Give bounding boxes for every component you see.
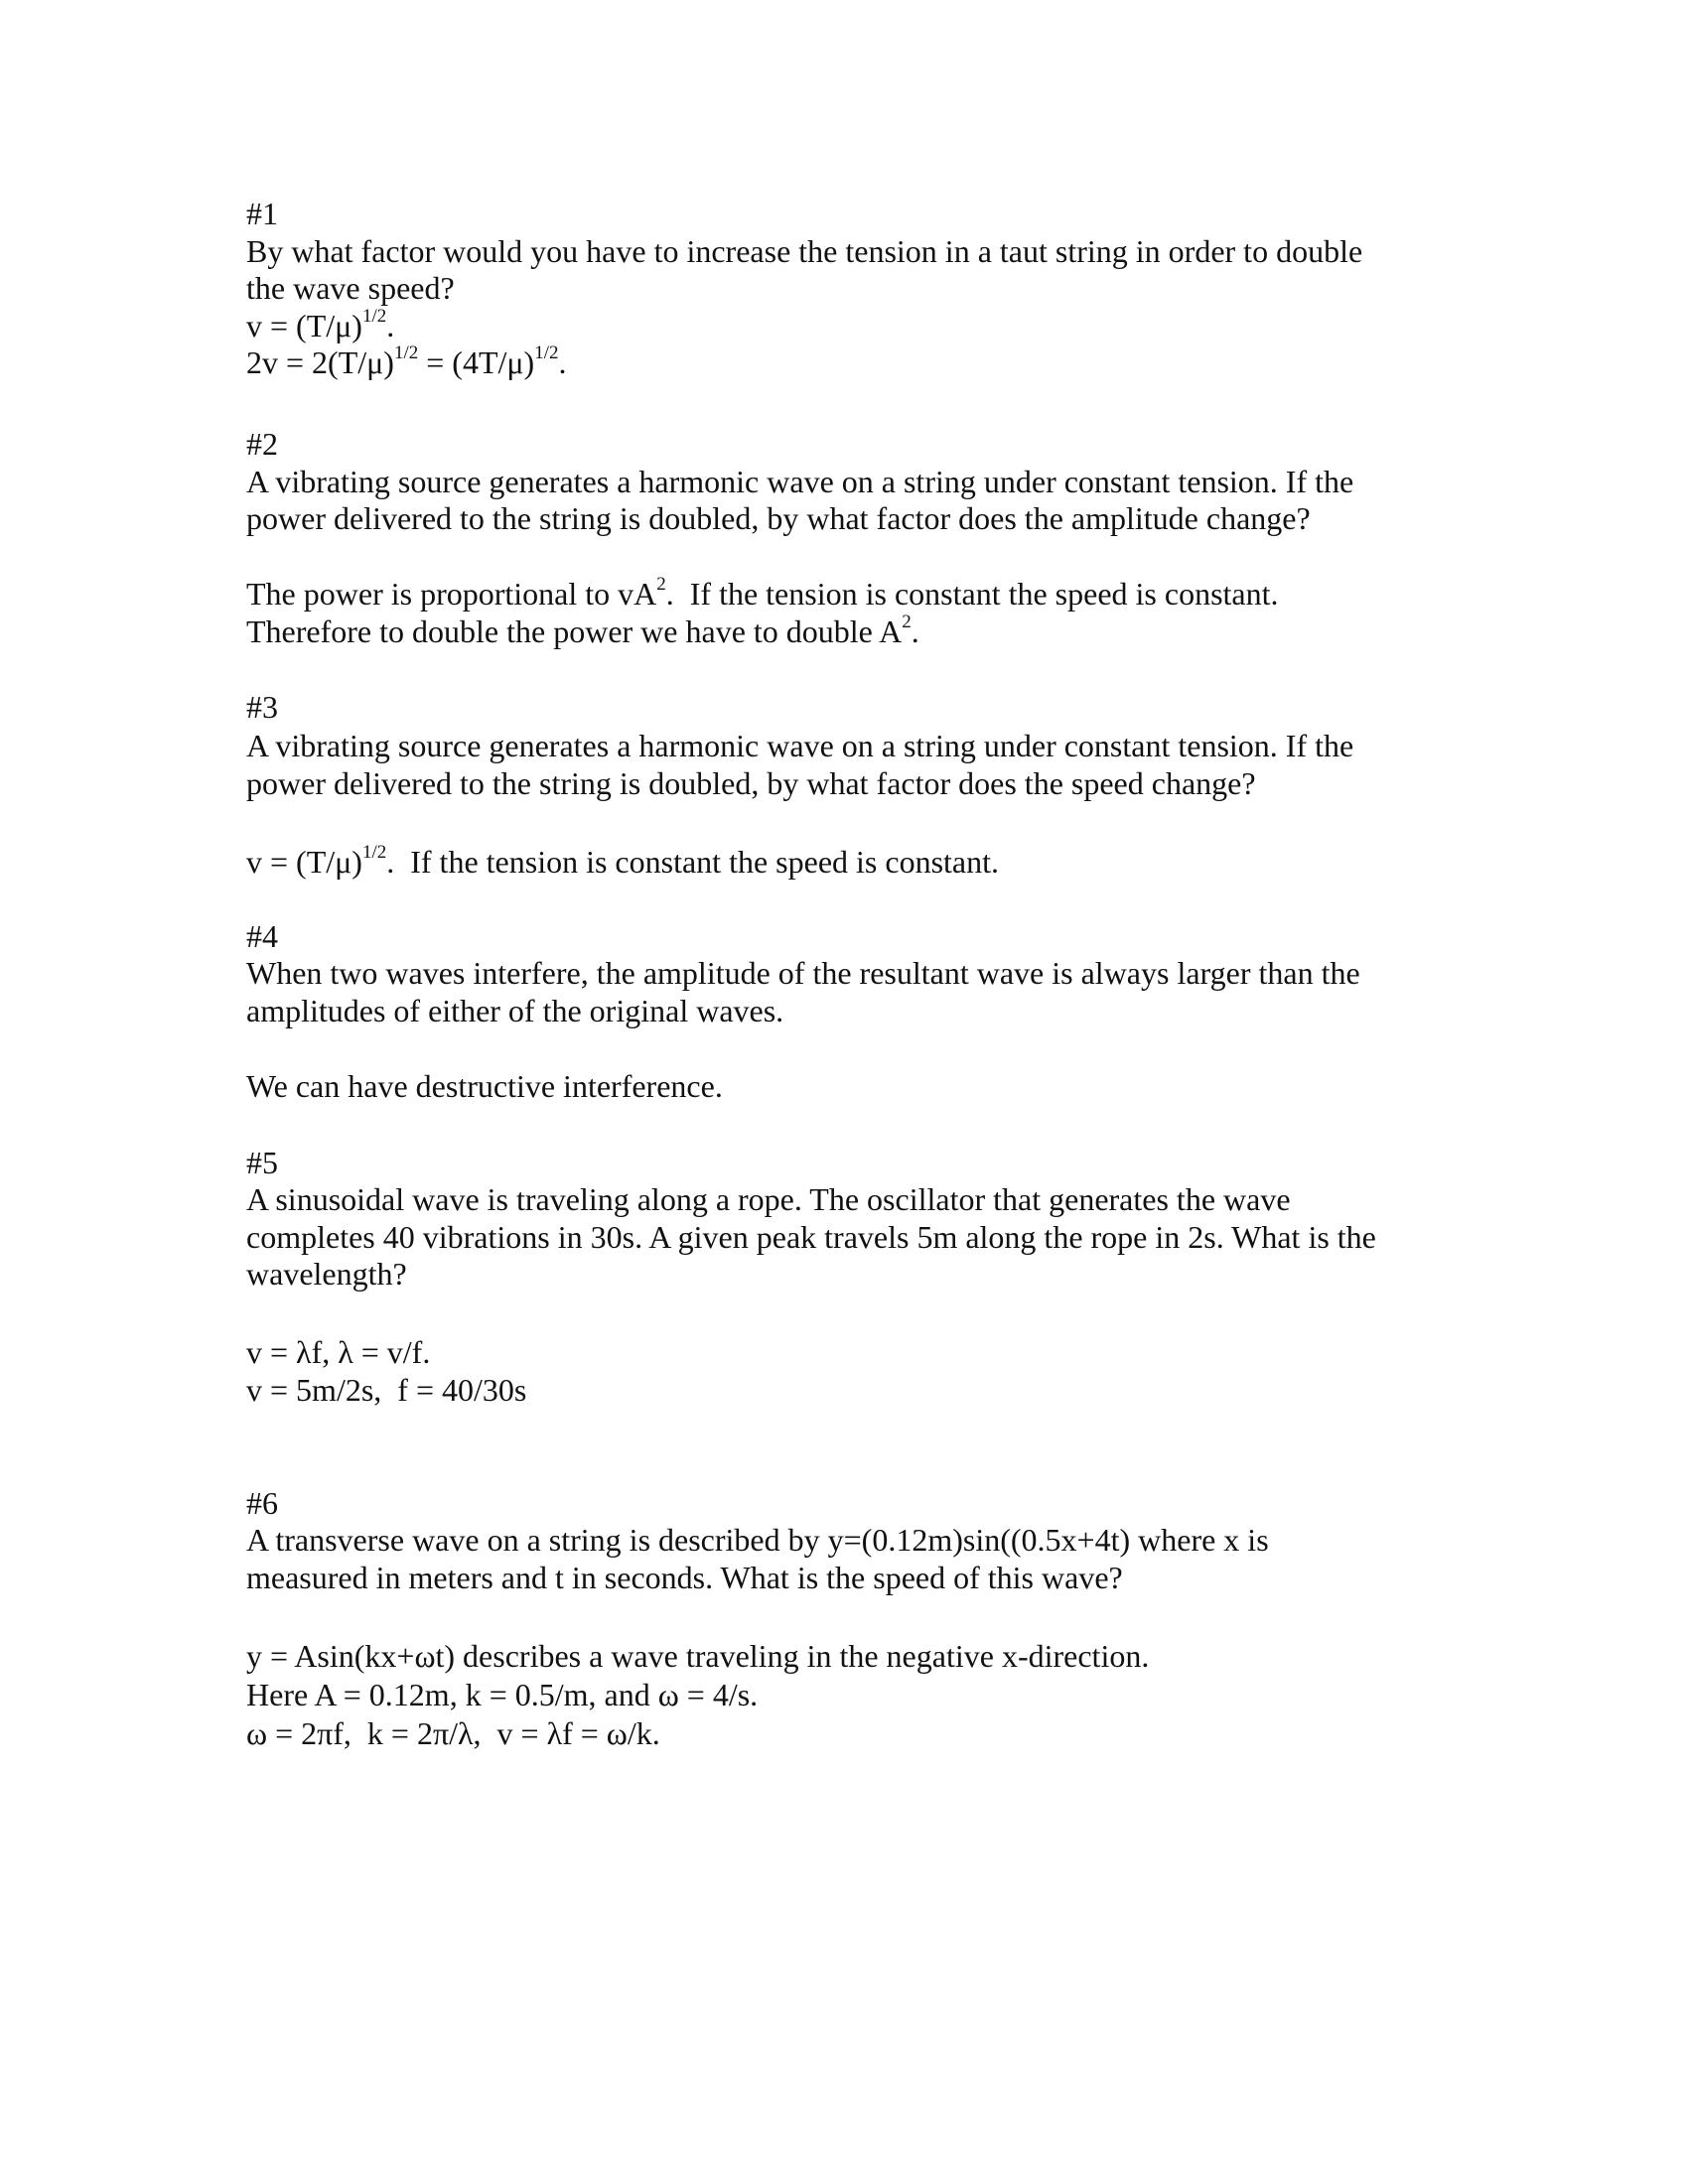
question-line: wavelength? bbox=[246, 1256, 407, 1292]
question-line: power delivered to the string is doubled, by what factor does the amplitude change? bbox=[246, 500, 1311, 536]
answer-text: Therefore to double the power we have to double A bbox=[246, 614, 903, 649]
problem-number: #4 bbox=[246, 918, 278, 954]
answer-text: The power is proportional to vA bbox=[246, 576, 657, 612]
question-line: measured in meters and t in seconds. What is the speed of this wave? bbox=[246, 1560, 1123, 1595]
question-line: the wave speed? bbox=[246, 270, 455, 306]
answer-line bbox=[246, 843, 999, 881]
answer-line: ω = 2πf, k = 2π/λ, v = λf = ω/k. bbox=[246, 1715, 660, 1751]
formula-text: v = (T/μ) bbox=[246, 308, 362, 343]
answer-line: y = Asin(kx+ωt) describes a wave traveling in the negative x-direction. bbox=[246, 1638, 1150, 1674]
answer-line bbox=[246, 343, 566, 381]
answer-line bbox=[246, 575, 1279, 613]
problem-number: #1 bbox=[246, 196, 278, 231]
question-line: A sinusoidal wave is traveling along a rope. The oscillator that generates the wave bbox=[246, 1181, 1291, 1217]
problem-number: #3 bbox=[246, 689, 278, 725]
answer-line bbox=[246, 613, 919, 650]
exponent: 1/2 bbox=[361, 306, 387, 328]
answer-text: . bbox=[911, 614, 919, 649]
exponent: 1/2 bbox=[393, 342, 419, 364]
formula-text: . bbox=[386, 308, 395, 343]
question-line: By what factor would you have to increase the tension in a taut string in order to double bbox=[246, 233, 1363, 269]
formula-text: = (4T/μ) bbox=[418, 344, 535, 380]
question-line: completes 40 vibrations in 30s. A given peak travels 5m along the rope in 2s. What is the bbox=[246, 1219, 1376, 1255]
answer-line: We can have destructive interference. bbox=[246, 1068, 723, 1104]
problem-number: #2 bbox=[246, 426, 278, 462]
question-line: A transverse wave on a string is described by y=(0.12m)sin((0.5x+4t) where x is bbox=[246, 1522, 1269, 1558]
problem-number: #5 bbox=[246, 1145, 278, 1180]
answer-line: v = 5m/2s, f = 40/30s bbox=[246, 1372, 527, 1408]
exponent: 2 bbox=[656, 574, 666, 596]
exponent: 1/2 bbox=[534, 342, 559, 364]
answer-line: Here A = 0.12m, k = 0.5/m, and ω = 4/s. bbox=[246, 1677, 759, 1712]
question-line: amplitudes of either of the original waves. bbox=[246, 993, 784, 1028]
answer-line bbox=[246, 307, 394, 344]
answer-line: v = λf, λ = v/f. bbox=[246, 1334, 431, 1370]
exponent: 2 bbox=[902, 612, 912, 633]
answer-text: . If the tension is constant the speed is constant. bbox=[665, 576, 1279, 612]
question-line: When two waves interfere, the amplitude of the resultant wave is always larger than the bbox=[246, 955, 1360, 991]
question-line: power delivered to the string is doubled, by what factor does the speed change? bbox=[246, 765, 1256, 801]
exponent: 1/2 bbox=[361, 842, 387, 864]
formula-text: . bbox=[558, 344, 567, 380]
question-line: A vibrating source generates a harmonic wave on a string under constant tension. If the bbox=[246, 464, 1354, 499]
answer-text: . If the tension is constant the speed is constant. bbox=[386, 844, 999, 880]
formula-text: v = (T/μ) bbox=[246, 844, 362, 880]
formula-text: 2v = 2(T/μ) bbox=[246, 344, 394, 380]
problem-number: #6 bbox=[246, 1485, 278, 1521]
question-line: A vibrating source generates a harmonic wave on a string under constant tension. If the bbox=[246, 728, 1354, 763]
